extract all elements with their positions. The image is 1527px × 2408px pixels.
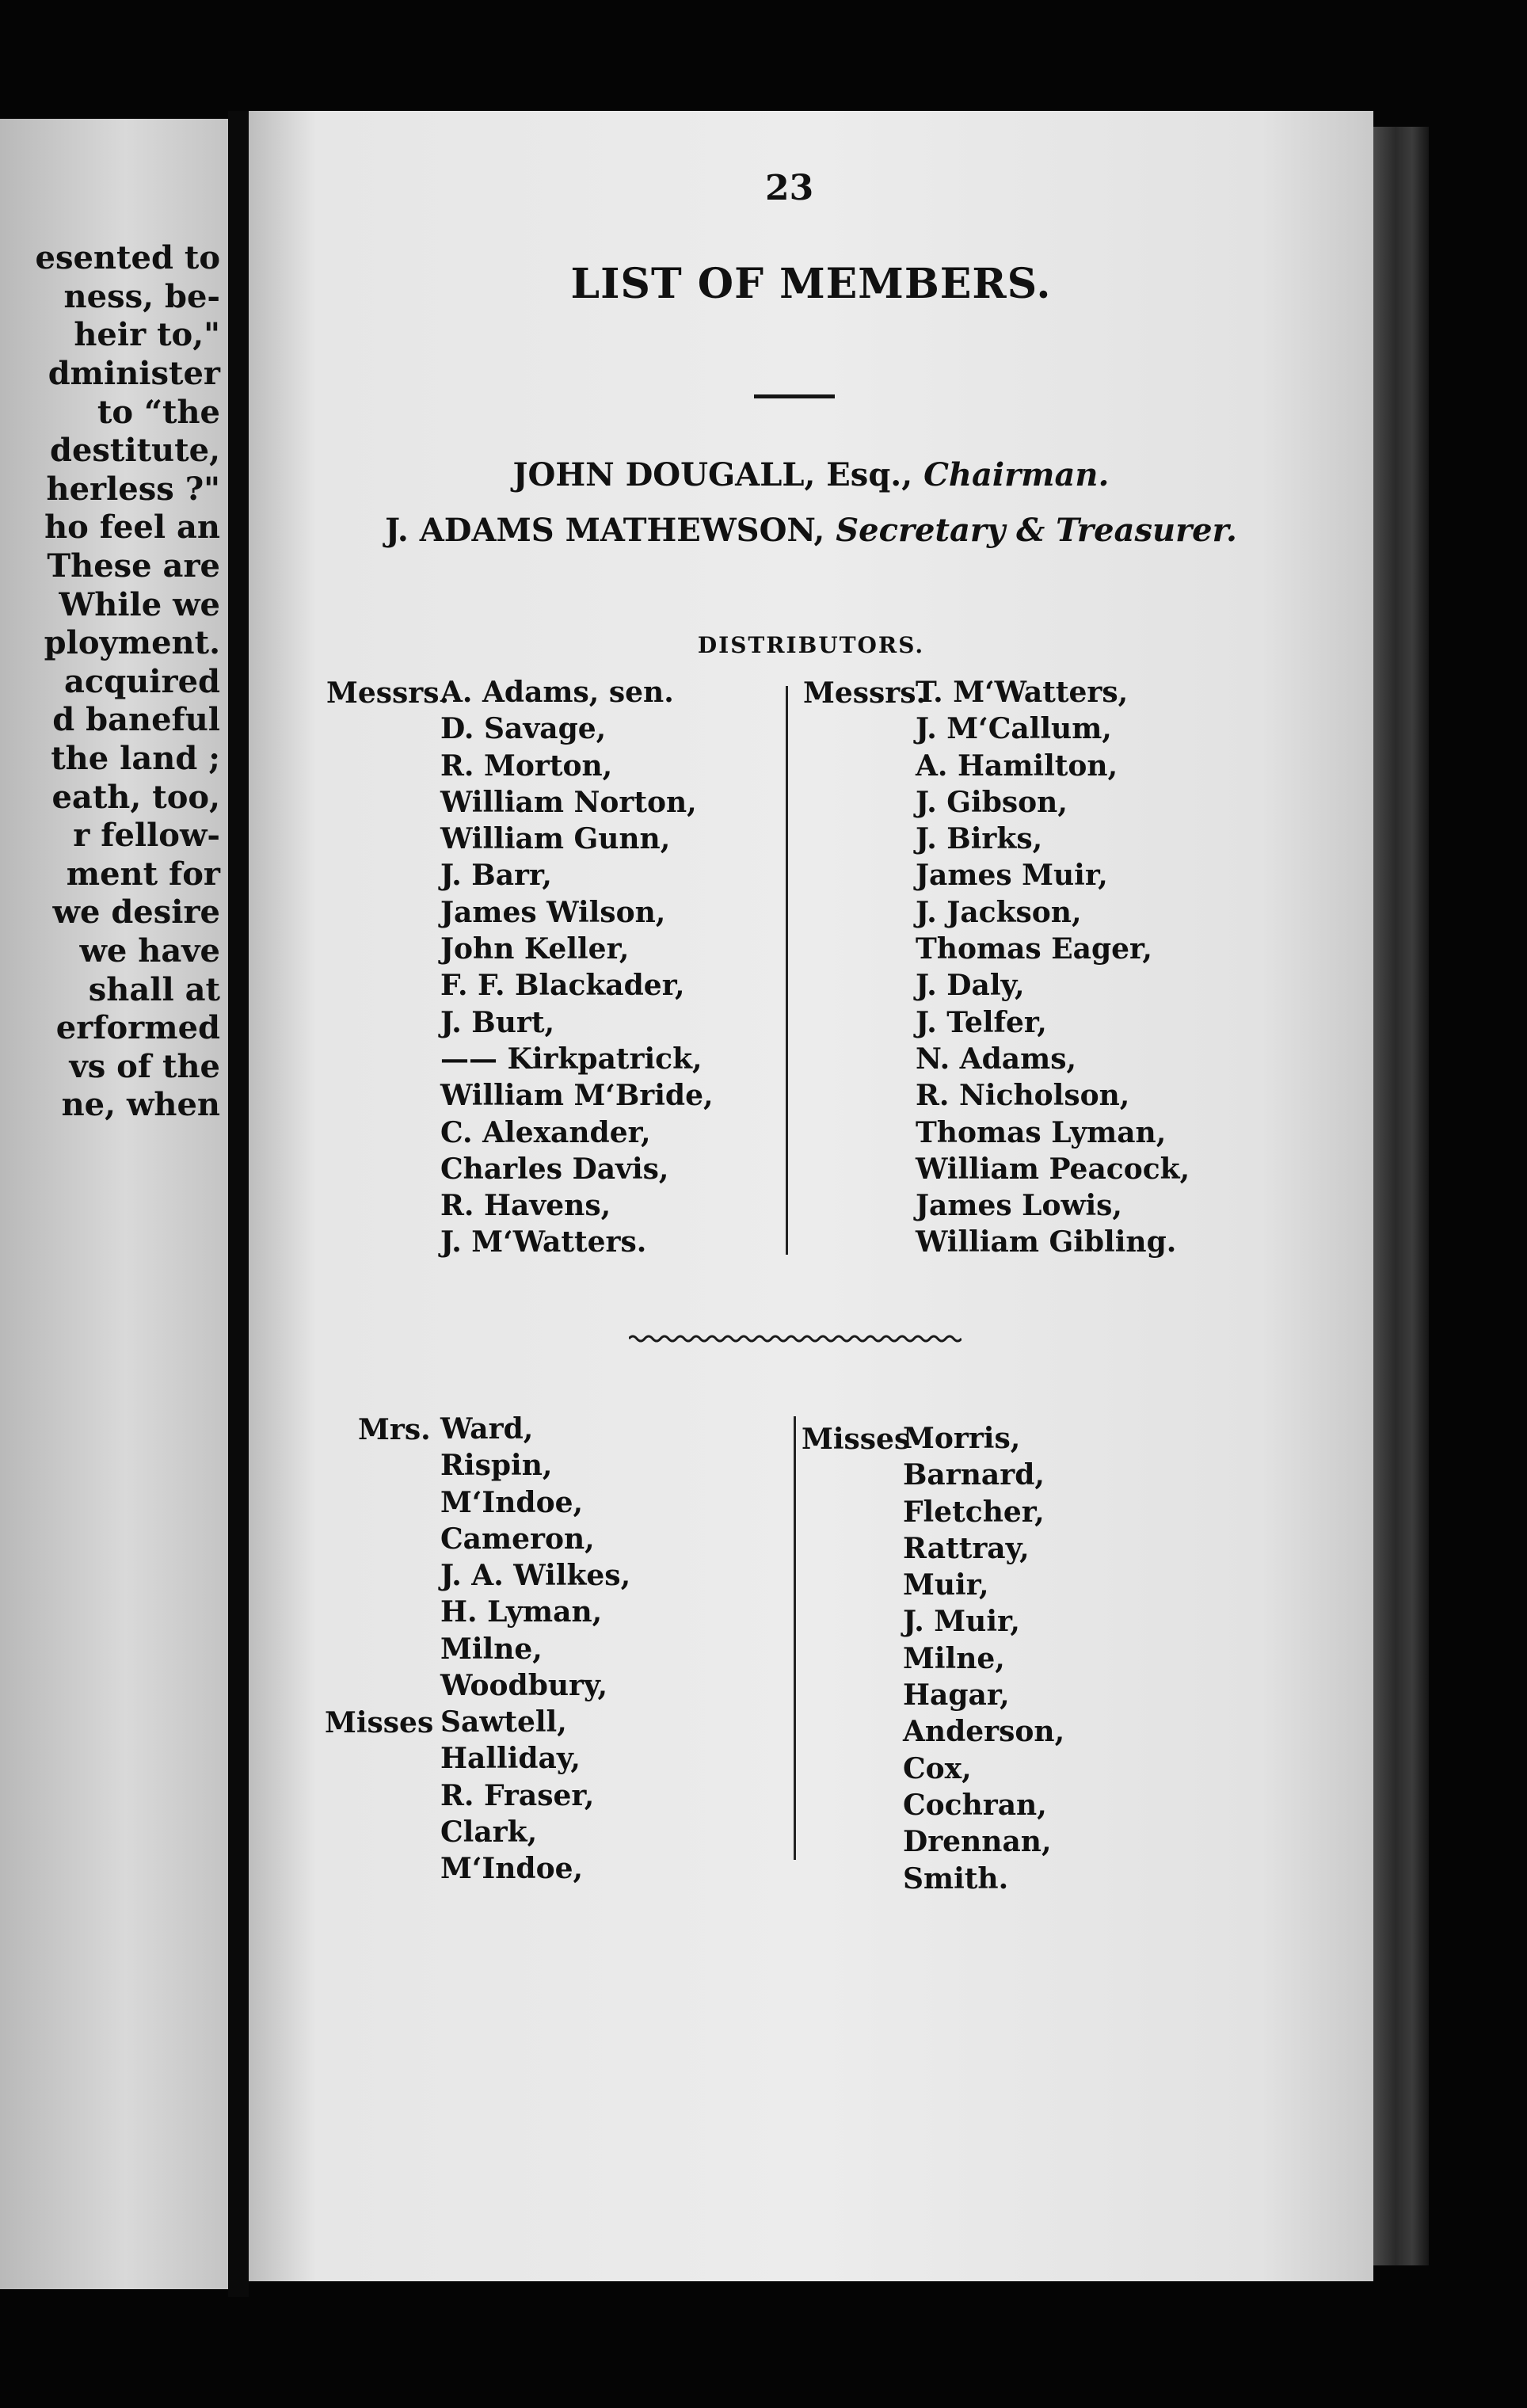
left-page-line: erformed <box>55 1009 220 1046</box>
column-rule <box>794 1416 796 1860</box>
member-name: J. Daly, <box>916 969 1025 1003</box>
member-name: Rattray, <box>903 1531 1030 1565</box>
member-name: Hagar, <box>903 1678 1010 1713</box>
left-page-line: shall at <box>88 971 220 1008</box>
member-name: J. Telfer, <box>916 1005 1047 1039</box>
member-name: Muir, <box>903 1568 989 1602</box>
left-page-line: ho feel an <box>44 509 220 546</box>
member-name: A. Adams, sen. <box>440 676 674 709</box>
member-name: Fletcher, <box>903 1495 1045 1529</box>
left-page-line: ne, when <box>61 1086 220 1123</box>
member-name: Sawtell, <box>440 1705 567 1739</box>
member-name: J. Birks, <box>916 822 1043 856</box>
chairman-name: JOHN DOUGALL, Esq., <box>512 456 913 493</box>
left-page-line: herless ?" <box>46 471 220 508</box>
member-name: J. A. Wilkes, <box>440 1559 631 1593</box>
chairman-role: Chairman. <box>923 456 1110 493</box>
member-name: Drennan, <box>903 1825 1052 1859</box>
distributors-left-prefix: Messrs. <box>326 676 450 710</box>
left-page-line: d baneful <box>52 701 220 738</box>
member-name: Clark, <box>440 1815 538 1849</box>
left-page-line: we desire <box>52 893 220 931</box>
left-facing-page <box>0 119 228 2289</box>
page-title: LIST OF MEMBERS. <box>570 260 1052 308</box>
member-name: Ward, <box>440 1412 534 1446</box>
left-page-line: ment for <box>66 855 220 893</box>
member-name: Rispin, <box>440 1449 553 1483</box>
member-name: R. Morton, <box>440 749 613 783</box>
member-name: William Peacock, <box>916 1152 1190 1186</box>
mrs-list <box>440 1411 630 1704</box>
misses-right-prefix: Misses <box>802 1423 911 1456</box>
left-page-line: to “the <box>97 394 220 431</box>
member-name: William Norton, <box>440 785 697 819</box>
member-name: T. M‘Watters, <box>916 676 1129 709</box>
left-page-line: ness, be- <box>63 278 220 315</box>
member-name: Cochran, <box>903 1788 1047 1822</box>
left-page-line: dminister <box>48 355 220 392</box>
member-name: J. Muir, <box>903 1605 1020 1639</box>
member-name: N. Adams, <box>916 1042 1076 1076</box>
left-page-line: esented to <box>35 239 220 276</box>
member-name: Cox, <box>903 1751 972 1785</box>
member-name: Thomas Eager, <box>916 932 1152 966</box>
member-name: R. Fraser, <box>440 1778 595 1812</box>
left-page-line: These are <box>47 547 220 585</box>
member-name: Milne, <box>903 1641 1005 1675</box>
column-rule <box>786 686 788 1255</box>
member-name: R. Nicholson, <box>916 1079 1130 1113</box>
misses-left-list <box>440 1704 594 1887</box>
left-page-line: vs of the <box>69 1048 220 1085</box>
member-name: R. Havens, <box>440 1189 611 1223</box>
member-name: J. M‘Watters. <box>440 1225 647 1259</box>
member-name: J. Barr, <box>440 859 552 893</box>
member-name: Morris, <box>903 1422 1021 1455</box>
left-page-line: r fellow- <box>73 817 220 854</box>
member-name: John Keller, <box>440 932 630 966</box>
book-edge <box>1373 127 1429 2265</box>
left-page-line: ployment. <box>44 624 220 661</box>
member-name: A. Hamilton, <box>916 749 1118 783</box>
left-page-line: eath, too, <box>51 779 220 816</box>
member-name: J. Jackson, <box>916 895 1082 929</box>
member-name: M‘Indoe, <box>440 1485 584 1519</box>
member-name: William Gibling. <box>916 1225 1177 1259</box>
member-name: Thomas Lyman, <box>916 1115 1167 1149</box>
member-name: H. Lyman, <box>440 1595 603 1629</box>
member-name: —— Kirkpatrick, <box>440 1042 703 1076</box>
secretary-role: Secretary & Treasurer. <box>836 512 1237 549</box>
misses-right-list <box>903 1420 1064 1897</box>
distributors-right-prefix: Messrs. <box>803 676 927 710</box>
left-page-line: the land ; <box>51 740 220 777</box>
left-page-line: we have <box>79 932 220 970</box>
main-page <box>249 111 1373 2281</box>
book-gutter <box>228 111 249 2297</box>
member-name: D. Savage, <box>440 712 607 746</box>
member-name: James Wilson, <box>440 895 666 929</box>
title-rule <box>754 394 835 398</box>
member-name: Smith. <box>903 1861 1009 1896</box>
distributors-left-list <box>440 674 714 1261</box>
member-name: J. Burt, <box>440 1005 555 1039</box>
section-heading: DISTRIBUTORS. <box>697 632 925 658</box>
left-page-line: destitute, <box>49 432 220 469</box>
member-name: Halliday, <box>440 1742 581 1776</box>
secretary-name: J. ADAMS MATHEWSON, <box>385 512 825 549</box>
member-name: Woodbury, <box>440 1669 608 1703</box>
member-name: William M‘Bride, <box>440 1079 714 1113</box>
member-name: Milne, <box>440 1632 543 1666</box>
member-name: C. Alexander, <box>440 1115 651 1149</box>
member-name: Charles Davis, <box>440 1152 669 1186</box>
member-name: Cameron, <box>440 1522 595 1556</box>
left-page-line: heir to," <box>74 316 220 353</box>
member-name: M‘Indoe, <box>440 1852 584 1886</box>
page-number: 23 <box>765 168 814 208</box>
secretary-line <box>249 512 1373 549</box>
left-page-line: acquired <box>63 663 220 700</box>
member-name: J. M‘Callum, <box>916 712 1112 746</box>
member-name: F. F. Blackader, <box>440 969 685 1003</box>
member-name: William Gunn, <box>440 822 671 856</box>
left-page-line: While we <box>59 586 220 623</box>
member-name: Anderson, <box>903 1715 1065 1749</box>
misses-left-prefix: Misses <box>325 1706 434 1739</box>
distributors-right-list <box>916 674 1190 1261</box>
member-name: James Muir, <box>916 859 1108 893</box>
chairman-line <box>249 456 1373 493</box>
member-name: Barnard, <box>903 1458 1045 1492</box>
member-name: J. Gibson, <box>916 785 1068 819</box>
mrs-prefix: Mrs. <box>358 1413 431 1446</box>
member-name: James Lowis, <box>916 1189 1122 1223</box>
wavy-divider <box>629 1332 962 1345</box>
